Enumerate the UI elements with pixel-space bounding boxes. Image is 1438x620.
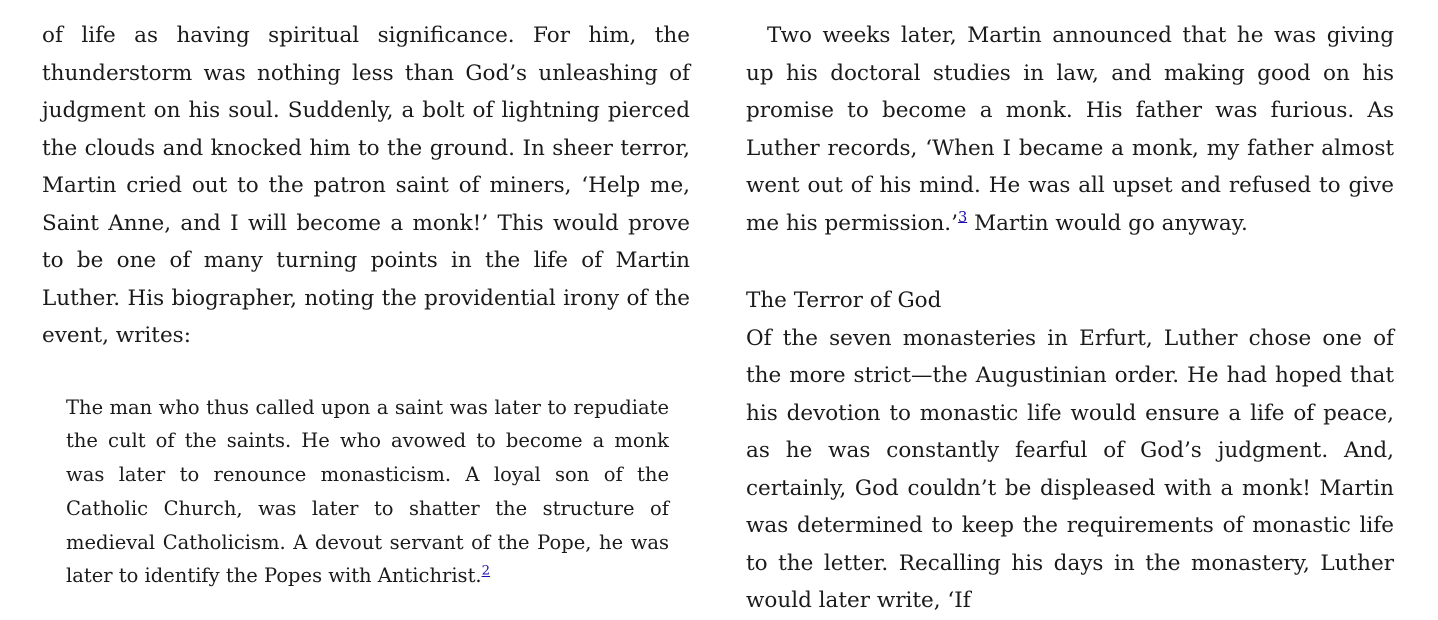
left-column [42, 17, 690, 593]
block-quote [66, 391, 669, 594]
footnote-link-2[interactable]: 2 [481, 564, 491, 580]
block-quote-text: The man who thus called upon a saint was later to repudiate the cult of the saints. He who avowed to become a monk was later to renounce monasticism. A loyal son of the Catholic Church, was later to shatter the structure of medieval Catholicism. A devout servant of the Pope, he was later to identify the Popes with Antichrist. [66, 395, 669, 588]
paragraph-text-tail: Martin would go anyway. [967, 210, 1248, 236]
paragraph-text: Two weeks later, Martin announced that he was giving up his doctoral studies in law, and making good on his promise to become a monk. His father was furious. As Luther records, ‘When I became a monk, my father almost went out of his mind. He was all upset and refused to give me his permission.’ [746, 23, 1394, 236]
body-paragraph [746, 17, 1394, 242]
body-paragraph: of life as having spiritual significance. For him, the thunderstorm was nothing less than God’s unleashing of judgment on his soul. Suddenly, a bolt of lightning pierced the clouds and knocked him to the ground. In sheer terror, Martin cried out to the patron saint of miners, ‘Help me, Saint Anne, and I will become a monk!’ This would prove to be one of many turning points in the life of Martin Luther. His biographer, noting the providential irony of the event, writes: [42, 23, 690, 348]
right-column [746, 17, 1394, 620]
section-heading: The Terror of God [746, 288, 942, 313]
footnote-link-3[interactable]: 3 [957, 208, 968, 226]
body-paragraph: Of the seven monasteries in Erfurt, Luther chose one of the more strict—the Augustinian order. He had hoped that his devotion to monastic life would ensure a life of peace, as he was constantly fearful of God’s judgment. And, certainly, God couldn’t be displeased with a monk! Martin was determined to keep the requirements of monastic life to the letter. Recalling his days in the monastery, Luther would later write, ‘If [746, 325, 1394, 613]
